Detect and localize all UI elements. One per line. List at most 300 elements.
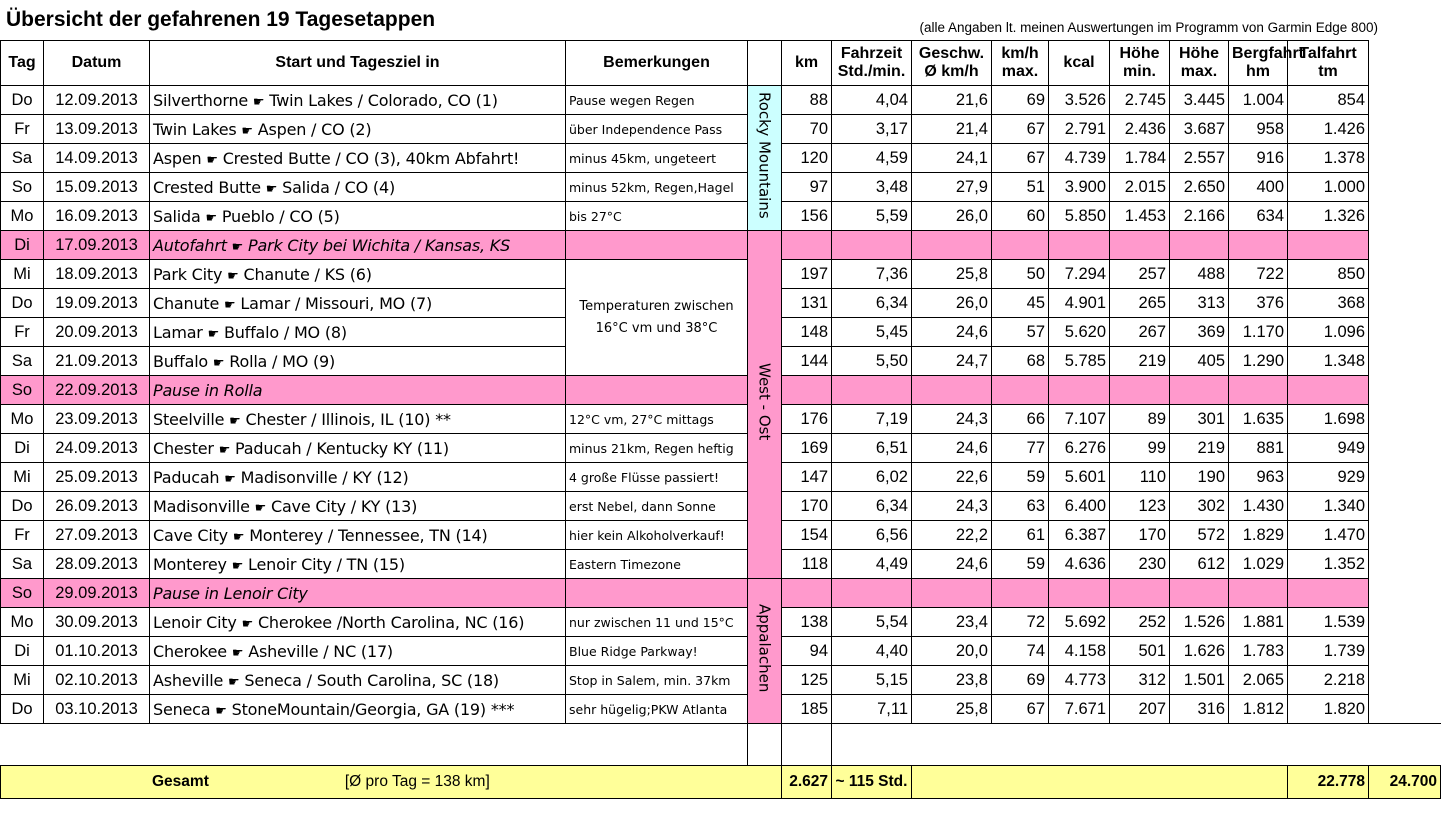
cell-fahrzeit[interactable]: 6,56 — [832, 521, 912, 550]
cell-kmh-max[interactable] — [992, 579, 1049, 608]
cell-geschw[interactable]: 22,2 — [912, 521, 992, 550]
col-hoehe-min[interactable]: Höhe min. — [1110, 41, 1170, 86]
cell-datum[interactable]: 16.09.2013 — [44, 202, 150, 231]
col-datum[interactable]: Datum — [44, 41, 150, 86]
cell-region-rocky[interactable] — [748, 86, 782, 231]
total-fahrzeit[interactable]: ~ 115 Std. — [832, 766, 912, 799]
col-km[interactable]: km — [782, 41, 832, 86]
cell-geschw[interactable]: 24,3 — [912, 405, 992, 434]
cell-fahrzeit[interactable]: 3,17 — [832, 115, 912, 144]
cell-km[interactable] — [782, 376, 832, 405]
cell-datum[interactable]: 30.09.2013 — [44, 608, 150, 637]
cell-km[interactable]: 97 — [782, 173, 832, 202]
cell-kcal[interactable]: 6.387 — [1049, 521, 1110, 550]
cell-hoehe-max[interactable]: 316 — [1170, 695, 1229, 724]
cell-tag[interactable]: So — [1, 173, 44, 202]
total-cell-label[interactable] — [1, 766, 566, 799]
cell-datum[interactable]: 20.09.2013 — [44, 318, 150, 347]
cell-tag[interactable]: Mo — [1, 608, 44, 637]
cell-datum[interactable]: 03.10.2013 — [44, 695, 150, 724]
cell-hoehe-max[interactable]: 572 — [1170, 521, 1229, 550]
cell-geschw[interactable]: 24,7 — [912, 347, 992, 376]
cell-bergfahrt[interactable]: 1.829 — [1229, 521, 1288, 550]
cell-hoehe-max[interactable]: 2.557 — [1170, 144, 1229, 173]
cell-fahrzeit[interactable]: 4,40 — [832, 637, 912, 666]
cell-km[interactable]: 138 — [782, 608, 832, 637]
cell-bemerkung[interactable]: 12°C vm, 27°C mittags — [566, 405, 748, 434]
cell-route[interactable] — [150, 492, 566, 521]
cell-hoehe-max[interactable]: 405 — [1170, 347, 1229, 376]
cell-bergfahrt[interactable]: 958 — [1229, 115, 1288, 144]
cell-hoehe-max[interactable]: 3.687 — [1170, 115, 1229, 144]
cell-fahrzeit[interactable]: 7,19 — [832, 405, 912, 434]
cell-fahrzeit[interactable]: 7,11 — [832, 695, 912, 724]
blank-cell[interactable] — [748, 724, 782, 766]
cell-talfahrt[interactable]: 1.378 — [1288, 144, 1369, 173]
cell-kmh-max[interactable] — [992, 376, 1049, 405]
cell-bemerkung[interactable]: hier kein Alkoholverkauf! — [566, 521, 748, 550]
cell-kmh-max[interactable]: 67 — [992, 144, 1049, 173]
cell-hoehe-min[interactable]: 265 — [1110, 289, 1170, 318]
cell-talfahrt[interactable]: 1.326 — [1288, 202, 1369, 231]
cell-bergfahrt[interactable]: 722 — [1229, 260, 1288, 289]
cell-tag[interactable]: Sa — [1, 347, 44, 376]
cell-km[interactable]: 197 — [782, 260, 832, 289]
cell-km[interactable]: 156 — [782, 202, 832, 231]
cell-hoehe-max[interactable]: 302 — [1170, 492, 1229, 521]
cell-tag[interactable]: Do — [1, 86, 44, 115]
cell-kmh-max[interactable] — [992, 231, 1049, 260]
cell-talfahrt[interactable]: 1.698 — [1288, 405, 1369, 434]
cell-hoehe-min[interactable]: 252 — [1110, 608, 1170, 637]
cell-tag[interactable]: Do — [1, 289, 44, 318]
cell-geschw[interactable]: 24,6 — [912, 434, 992, 463]
cell-kmh-max[interactable]: 74 — [992, 637, 1049, 666]
cell-bergfahrt[interactable]: 1.812 — [1229, 695, 1288, 724]
cell-fahrzeit[interactable]: 6,34 — [832, 492, 912, 521]
cell-geschw[interactable]: 20,0 — [912, 637, 992, 666]
cell-bergfahrt[interactable]: 1.783 — [1229, 637, 1288, 666]
cell-talfahrt[interactable] — [1288, 231, 1369, 260]
cell-kmh-max[interactable]: 45 — [992, 289, 1049, 318]
cell-tag[interactable]: Di — [1, 231, 44, 260]
cell-fahrzeit[interactable]: 3,48 — [832, 173, 912, 202]
cell-km[interactable]: 120 — [782, 144, 832, 173]
cell-fahrzeit[interactable]: 5,45 — [832, 318, 912, 347]
cell-geschw[interactable]: 24,1 — [912, 144, 992, 173]
cell-fahrzeit[interactable]: 4,49 — [832, 550, 912, 579]
cell-tag[interactable]: Do — [1, 695, 44, 724]
cell-kcal[interactable]: 4.158 — [1049, 637, 1110, 666]
cell-km[interactable]: 169 — [782, 434, 832, 463]
cell-kcal[interactable]: 7.107 — [1049, 405, 1110, 434]
cell-km[interactable]: 144 — [782, 347, 832, 376]
cell-kmh-max[interactable]: 68 — [992, 347, 1049, 376]
total-talfahrt[interactable]: 24.700 — [1369, 766, 1441, 799]
cell-talfahrt[interactable]: 1.352 — [1288, 550, 1369, 579]
cell-km[interactable]: 94 — [782, 637, 832, 666]
cell-talfahrt[interactable]: 1.348 — [1288, 347, 1369, 376]
cell-fahrzeit[interactable]: 4,59 — [832, 144, 912, 173]
cell-tag[interactable]: So — [1, 376, 44, 405]
cell-datum[interactable]: 18.09.2013 — [44, 260, 150, 289]
cell-datum[interactable]: 01.10.2013 — [44, 637, 150, 666]
cell-hoehe-min[interactable] — [1110, 231, 1170, 260]
cell-kcal[interactable]: 5.785 — [1049, 347, 1110, 376]
cell-bemerkung[interactable]: erst Nebel, dann Sonne — [566, 492, 748, 521]
cell-hoehe-min[interactable]: 123 — [1110, 492, 1170, 521]
cell-fahrzeit[interactable]: 4,04 — [832, 86, 912, 115]
cell-bemerkung-temperatures[interactable]: Temperaturen zwischen 16°C vm und 38°C — [566, 260, 748, 376]
cell-hoehe-min[interactable]: 267 — [1110, 318, 1170, 347]
cell-kcal[interactable] — [1049, 376, 1110, 405]
cell-bergfahrt[interactable]: 634 — [1229, 202, 1288, 231]
cell-bemerkung[interactable]: Eastern Timezone — [566, 550, 748, 579]
cell-route[interactable] — [150, 637, 566, 666]
cell-kcal[interactable]: 4.901 — [1049, 289, 1110, 318]
cell-datum[interactable]: 22.09.2013 — [44, 376, 150, 405]
cell-kmh-max[interactable]: 69 — [992, 86, 1049, 115]
cell-talfahrt[interactable]: 1.820 — [1288, 695, 1369, 724]
cell-geschw[interactable]: 23,4 — [912, 608, 992, 637]
cell-kmh-max[interactable]: 57 — [992, 318, 1049, 347]
cell-region-appalachen[interactable] — [748, 579, 782, 724]
cell-tag[interactable]: Mo — [1, 405, 44, 434]
cell-hoehe-max[interactable]: 313 — [1170, 289, 1229, 318]
cell-geschw[interactable] — [912, 376, 992, 405]
cell-fahrzeit[interactable] — [832, 231, 912, 260]
cell-datum[interactable]: 24.09.2013 — [44, 434, 150, 463]
cell-hoehe-min[interactable]: 230 — [1110, 550, 1170, 579]
cell-bergfahrt[interactable]: 400 — [1229, 173, 1288, 202]
cell-datum[interactable]: 28.09.2013 — [44, 550, 150, 579]
cell-hoehe-max[interactable]: 1.626 — [1170, 637, 1229, 666]
col-tag[interactable]: Tag — [1, 41, 44, 86]
cell-fahrzeit[interactable] — [832, 376, 912, 405]
cell-hoehe-min[interactable]: 2.436 — [1110, 115, 1170, 144]
total-empty[interactable] — [912, 766, 1288, 799]
cell-kcal[interactable]: 4.636 — [1049, 550, 1110, 579]
cell-tag[interactable]: Mi — [1, 260, 44, 289]
cell-route[interactable] — [150, 405, 566, 434]
cell-talfahrt[interactable]: 368 — [1288, 289, 1369, 318]
cell-bemerkung[interactable]: bis 27°C — [566, 202, 748, 231]
cell-fahrzeit[interactable]: 5,50 — [832, 347, 912, 376]
blank-cell[interactable] — [1049, 724, 1110, 766]
cell-route[interactable] — [150, 666, 566, 695]
cell-km[interactable]: 170 — [782, 492, 832, 521]
cell-kcal[interactable] — [1049, 579, 1110, 608]
cell-bergfahrt[interactable]: 963 — [1229, 463, 1288, 492]
cell-kmh-max[interactable]: 59 — [992, 550, 1049, 579]
cell-tag[interactable]: So — [1, 579, 44, 608]
cell-kmh-max[interactable]: 72 — [992, 608, 1049, 637]
total-km[interactable]: 2.627 — [782, 766, 832, 799]
cell-tag[interactable]: Mi — [1, 463, 44, 492]
cell-hoehe-max[interactable]: 301 — [1170, 405, 1229, 434]
col-kcal[interactable]: kcal — [1049, 41, 1110, 86]
cell-kmh-max[interactable]: 67 — [992, 695, 1049, 724]
cell-datum[interactable]: 27.09.2013 — [44, 521, 150, 550]
cell-hoehe-min[interactable]: 257 — [1110, 260, 1170, 289]
cell-hoehe-min[interactable] — [1110, 579, 1170, 608]
cell-kmh-max[interactable]: 60 — [992, 202, 1049, 231]
blank-cell[interactable] — [1369, 724, 1441, 766]
cell-kcal[interactable]: 2.791 — [1049, 115, 1110, 144]
cell-hoehe-max[interactable]: 369 — [1170, 318, 1229, 347]
cell-km[interactable] — [782, 231, 832, 260]
cell-bergfahrt[interactable]: 1.430 — [1229, 492, 1288, 521]
cell-geschw[interactable]: 25,8 — [912, 695, 992, 724]
cell-bergfahrt[interactable]: 2.065 — [1229, 666, 1288, 695]
cell-bergfahrt[interactable]: 1.004 — [1229, 86, 1288, 115]
cell-talfahrt[interactable]: 929 — [1288, 463, 1369, 492]
cell-datum[interactable]: 14.09.2013 — [44, 144, 150, 173]
cell-bemerkung[interactable]: minus 45km, ungeteert — [566, 144, 748, 173]
cell-hoehe-max[interactable] — [1170, 376, 1229, 405]
cell-route[interactable] — [150, 347, 566, 376]
cell-talfahrt[interactable]: 1.470 — [1288, 521, 1369, 550]
blank-cell[interactable] — [1288, 724, 1369, 766]
cell-fahrzeit[interactable]: 6,34 — [832, 289, 912, 318]
cell-datum[interactable]: 29.09.2013 — [44, 579, 150, 608]
cell-hoehe-min[interactable]: 1.784 — [1110, 144, 1170, 173]
cell-geschw[interactable]: 24,6 — [912, 318, 992, 347]
cell-bemerkung[interactable] — [566, 579, 748, 608]
cell-kcal[interactable]: 6.400 — [1049, 492, 1110, 521]
cell-tag[interactable]: Mi — [1, 666, 44, 695]
cell-fahrzeit[interactable] — [832, 579, 912, 608]
cell-hoehe-min[interactable]: 2.015 — [1110, 173, 1170, 202]
cell-kmh-max[interactable]: 66 — [992, 405, 1049, 434]
cell-datum[interactable]: 15.09.2013 — [44, 173, 150, 202]
cell-geschw[interactable]: 27,9 — [912, 173, 992, 202]
cell-datum[interactable]: 17.09.2013 — [44, 231, 150, 260]
cell-route[interactable] — [150, 318, 566, 347]
cell-region-westost[interactable] — [748, 231, 782, 579]
cell-talfahrt[interactable] — [1288, 376, 1369, 405]
cell-geschw[interactable]: 26,0 — [912, 202, 992, 231]
cell-hoehe-max[interactable]: 2.650 — [1170, 173, 1229, 202]
cell-fahrzeit[interactable]: 7,36 — [832, 260, 912, 289]
cell-route[interactable] — [150, 695, 566, 724]
cell-hoehe-max[interactable]: 612 — [1170, 550, 1229, 579]
cell-tag[interactable]: Fr — [1, 318, 44, 347]
cell-kmh-max[interactable]: 61 — [992, 521, 1049, 550]
cell-geschw[interactable]: 24,3 — [912, 492, 992, 521]
cell-route[interactable] — [150, 173, 566, 202]
cell-hoehe-min[interactable]: 207 — [1110, 695, 1170, 724]
cell-hoehe-max[interactable] — [1170, 579, 1229, 608]
cell-route[interactable] — [150, 260, 566, 289]
cell-tag[interactable]: Di — [1, 434, 44, 463]
cell-tag[interactable]: Sa — [1, 144, 44, 173]
cell-talfahrt[interactable]: 1.096 — [1288, 318, 1369, 347]
cell-hoehe-max[interactable]: 1.526 — [1170, 608, 1229, 637]
cell-kmh-max[interactable]: 63 — [992, 492, 1049, 521]
cell-bemerkung[interactable]: Stop in Salem, min. 37km — [566, 666, 748, 695]
blank-cell[interactable] — [782, 724, 832, 766]
col-kmh-max[interactable]: km/h max. — [992, 41, 1049, 86]
cell-km[interactable]: 70 — [782, 115, 832, 144]
cell-hoehe-max[interactable]: 190 — [1170, 463, 1229, 492]
cell-route[interactable] — [150, 115, 566, 144]
cell-tag[interactable]: Mo — [1, 202, 44, 231]
cell-fahrzeit[interactable]: 5,54 — [832, 608, 912, 637]
cell-kcal[interactable]: 3.526 — [1049, 86, 1110, 115]
cell-geschw[interactable]: 25,8 — [912, 260, 992, 289]
col-geschw[interactable]: Geschw. Ø km/h — [912, 41, 992, 86]
cell-route[interactable] — [150, 434, 566, 463]
cell-km[interactable] — [782, 579, 832, 608]
cell-kmh-max[interactable]: 69 — [992, 666, 1049, 695]
blank-cell[interactable] — [912, 724, 992, 766]
cell-km[interactable]: 88 — [782, 86, 832, 115]
cell-kcal[interactable]: 6.276 — [1049, 434, 1110, 463]
cell-kcal[interactable]: 5.620 — [1049, 318, 1110, 347]
cell-fahrzeit[interactable]: 5,59 — [832, 202, 912, 231]
blank-cell[interactable] — [150, 724, 566, 766]
cell-hoehe-max[interactable] — [1170, 231, 1229, 260]
cell-route[interactable] — [150, 463, 566, 492]
cell-bemerkung[interactable]: nur zwischen 11 und 15°C — [566, 608, 748, 637]
cell-tag[interactable]: Do — [1, 492, 44, 521]
cell-tag[interactable]: Sa — [1, 550, 44, 579]
cell-hoehe-max[interactable]: 2.166 — [1170, 202, 1229, 231]
total-bergfahrt[interactable]: 22.778 — [1288, 766, 1369, 799]
cell-bemerkung[interactable] — [566, 231, 748, 260]
col-fahrzeit[interactable]: Fahrzeit Std./min. — [832, 41, 912, 86]
cell-fahrzeit[interactable]: 6,02 — [832, 463, 912, 492]
blank-cell[interactable] — [44, 724, 150, 766]
cell-geschw[interactable] — [912, 579, 992, 608]
cell-bergfahrt[interactable] — [1229, 376, 1288, 405]
cell-km[interactable]: 148 — [782, 318, 832, 347]
cell-bergfahrt[interactable] — [1229, 231, 1288, 260]
cell-kmh-max[interactable]: 50 — [992, 260, 1049, 289]
cell-route[interactable] — [150, 231, 566, 260]
cell-hoehe-min[interactable] — [1110, 376, 1170, 405]
cell-geschw[interactable]: 22,6 — [912, 463, 992, 492]
cell-hoehe-min[interactable]: 312 — [1110, 666, 1170, 695]
cell-route[interactable] — [150, 144, 566, 173]
cell-bergfahrt[interactable]: 1.635 — [1229, 405, 1288, 434]
cell-datum[interactable]: 13.09.2013 — [44, 115, 150, 144]
cell-kcal[interactable] — [1049, 231, 1110, 260]
cell-fahrzeit[interactable]: 6,51 — [832, 434, 912, 463]
cell-bemerkung[interactable]: minus 52km, Regen,Hagel — [566, 173, 748, 202]
cell-hoehe-max[interactable]: 1.501 — [1170, 666, 1229, 695]
cell-bergfahrt[interactable] — [1229, 579, 1288, 608]
cell-talfahrt[interactable]: 949 — [1288, 434, 1369, 463]
cell-bergfahrt[interactable]: 1.170 — [1229, 318, 1288, 347]
blank-cell[interactable] — [566, 724, 748, 766]
cell-hoehe-min[interactable]: 89 — [1110, 405, 1170, 434]
cell-talfahrt[interactable]: 1.000 — [1288, 173, 1369, 202]
cell-hoehe-max[interactable]: 488 — [1170, 260, 1229, 289]
cell-kcal[interactable]: 3.900 — [1049, 173, 1110, 202]
cell-talfahrt[interactable]: 1.539 — [1288, 608, 1369, 637]
cell-hoehe-min[interactable]: 170 — [1110, 521, 1170, 550]
blank-cell[interactable] — [832, 724, 912, 766]
cell-kcal[interactable]: 7.294 — [1049, 260, 1110, 289]
total-empty[interactable] — [566, 766, 782, 799]
cell-datum[interactable]: 26.09.2013 — [44, 492, 150, 521]
cell-kcal[interactable]: 5.692 — [1049, 608, 1110, 637]
cell-talfahrt[interactable]: 1.739 — [1288, 637, 1369, 666]
cell-talfahrt[interactable]: 854 — [1288, 86, 1369, 115]
cell-route[interactable] — [150, 202, 566, 231]
cell-km[interactable]: 147 — [782, 463, 832, 492]
cell-route[interactable] — [150, 86, 566, 115]
blank-cell[interactable] — [992, 724, 1049, 766]
cell-kcal[interactable]: 5.601 — [1049, 463, 1110, 492]
cell-tag[interactable]: Fr — [1, 115, 44, 144]
cell-bemerkung[interactable]: minus 21km, Regen heftig — [566, 434, 748, 463]
cell-kcal[interactable]: 4.739 — [1049, 144, 1110, 173]
cell-hoehe-min[interactable]: 99 — [1110, 434, 1170, 463]
cell-bemerkung[interactable]: sehr hügelig;PKW Atlanta — [566, 695, 748, 724]
cell-geschw[interactable]: 24,6 — [912, 550, 992, 579]
cell-bergfahrt[interactable]: 916 — [1229, 144, 1288, 173]
cell-geschw[interactable]: 21,4 — [912, 115, 992, 144]
cell-hoehe-min[interactable]: 110 — [1110, 463, 1170, 492]
cell-fahrzeit[interactable]: 5,15 — [832, 666, 912, 695]
cell-route[interactable] — [150, 376, 566, 405]
blank-cell[interactable] — [1170, 724, 1229, 766]
cell-hoehe-min[interactable]: 2.745 — [1110, 86, 1170, 115]
col-talfahrt[interactable]: Talfahrt tm — [1288, 41, 1369, 86]
cell-kcal[interactable]: 4.773 — [1049, 666, 1110, 695]
cell-talfahrt[interactable]: 850 — [1288, 260, 1369, 289]
cell-tag[interactable]: Di — [1, 637, 44, 666]
cell-route[interactable] — [150, 289, 566, 318]
cell-kmh-max[interactable]: 59 — [992, 463, 1049, 492]
cell-kmh-max[interactable]: 51 — [992, 173, 1049, 202]
cell-geschw[interactable]: 26,0 — [912, 289, 992, 318]
col-bemerkungen[interactable]: Bemerkungen — [566, 41, 748, 86]
cell-kcal[interactable]: 5.850 — [1049, 202, 1110, 231]
cell-datum[interactable]: 23.09.2013 — [44, 405, 150, 434]
cell-hoehe-min[interactable]: 219 — [1110, 347, 1170, 376]
cell-tag[interactable]: Fr — [1, 521, 44, 550]
cell-km[interactable]: 125 — [782, 666, 832, 695]
cell-datum[interactable]: 12.09.2013 — [44, 86, 150, 115]
cell-geschw[interactable] — [912, 231, 992, 260]
cell-km[interactable]: 118 — [782, 550, 832, 579]
cell-hoehe-min[interactable]: 1.453 — [1110, 202, 1170, 231]
cell-bemerkung[interactable]: 4 große Flüsse passiert! — [566, 463, 748, 492]
cell-talfahrt[interactable]: 2.218 — [1288, 666, 1369, 695]
cell-bergfahrt[interactable]: 881 — [1229, 434, 1288, 463]
cell-talfahrt[interactable]: 1.340 — [1288, 492, 1369, 521]
cell-route[interactable] — [150, 521, 566, 550]
cell-geschw[interactable]: 21,6 — [912, 86, 992, 115]
cell-datum[interactable]: 21.09.2013 — [44, 347, 150, 376]
cell-kcal[interactable]: 7.671 — [1049, 695, 1110, 724]
cell-datum[interactable]: 25.09.2013 — [44, 463, 150, 492]
cell-talfahrt[interactable] — [1288, 579, 1369, 608]
cell-bergfahrt[interactable]: 1.290 — [1229, 347, 1288, 376]
cell-km[interactable]: 176 — [782, 405, 832, 434]
cell-km[interactable]: 154 — [782, 521, 832, 550]
cell-datum[interactable]: 19.09.2013 — [44, 289, 150, 318]
cell-kmh-max[interactable]: 77 — [992, 434, 1049, 463]
cell-kmh-max[interactable]: 67 — [992, 115, 1049, 144]
cell-route[interactable] — [150, 608, 566, 637]
cell-bemerkung[interactable]: Pause wegen Regen — [566, 86, 748, 115]
cell-km[interactable]: 185 — [782, 695, 832, 724]
